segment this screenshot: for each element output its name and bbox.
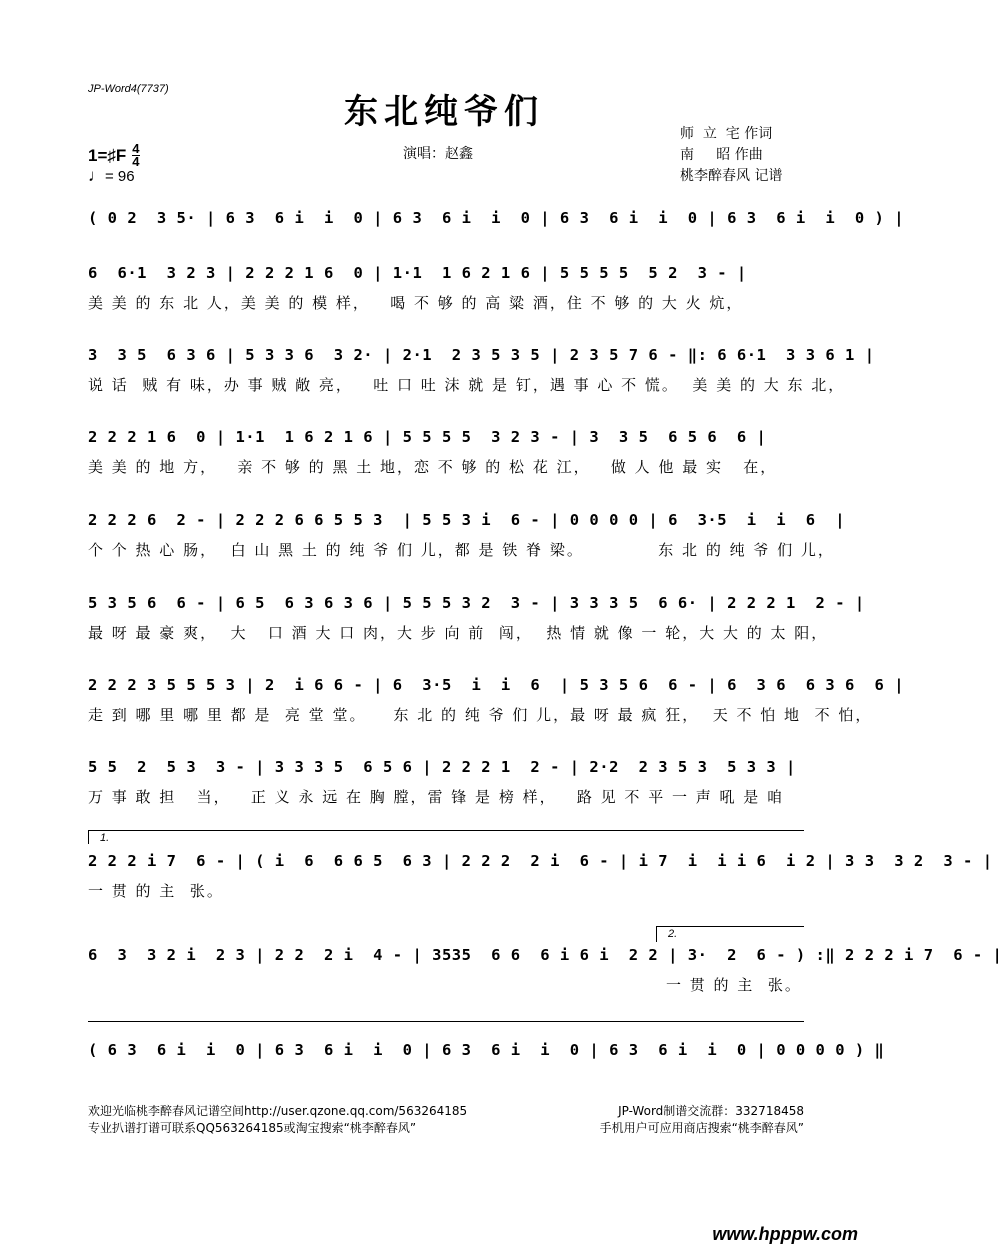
volta-2-label: 2. [668,928,678,940]
footer-group-info: JP-Word制谱交流群：332718458 [618,1104,804,1118]
time-top: 4 [132,141,140,156]
score-line-6-notes: 5 3 5 6 6 - | 6 5 6 3 6 3 6 | 5 5 5 3 2 3 - | 3 3 3 5 6 6· | 2 2 2 1 2 - | [88,594,865,612]
key-signature [88,143,140,168]
singer-credit: 演唱：赵鑫 [403,146,473,162]
credits-block [680,124,782,187]
score-line-9-notes: 2 2 2 i 7 6 - | ( i 6 6 6 5 6 3 | 2 2 2 2 i 6 - | i 7 i i i 6 i 2 | 3 3 3 2 3 - | [88,852,993,870]
score-line-8-lyric: 万 事 敢 担 当， 正 义 永 远 在 胸 膛，雷 锋 是 榜 样， 路 见 不 平 一 声 吼 是 咱 [88,788,785,806]
footer-block [88,1103,804,1137]
score-line-7-notes: 2 2 2 3 5 5 5 3 | 2 i 6 6 - | 6 3·5 i i 6 | 5 3 5 6 6 - | 6 3 6 6 3 6 6 | [88,676,905,694]
volta-2-bracket [656,926,804,927]
footer-contact-info: 专业扒谱打谱可联系QQ563264185或淘宝搜索“桃李醉春风” [88,1121,417,1135]
volta-2-bracket-tick [656,926,657,942]
key-label: 1=♯F [88,145,127,165]
coda-rule [88,1021,804,1022]
score-line-3-notes: 3 3 5 6 3 6 | 5 3 3 6 3 2· | 2·1 2 3 5 3 5 | 2 3 5 7 6 - ‖: 6 6·1 3 3 6 1 | [88,346,875,364]
score-line-11-notes: ( 6 3 6 i i 0 | 6 3 6 i i 0 | 6 3 6 i i 0 | 6 3 6 i i 0 | 0 0 0 0 ) ‖ [88,1041,885,1059]
quarter-note-icon: ♩ [88,166,105,185]
site-watermark: www.hpppw.com [712,1224,858,1244]
tempo-value: = 96 [105,168,135,185]
time-bottom: 4 [132,154,140,169]
composer-credit: 南 昭 作曲 [680,147,763,163]
score-line-8-notes: 5 5 2 5 3 3 - | 3 3 3 5 6 5 6 | 2 2 2 1 2 - | 2·2 2 3 5 3 5 3 3 | [88,758,796,776]
score-line-10-notes: 6 3 3 2 i 2 3 | 2 2 2 i 4 - | 3535 6 6 6 i 6 i 2 2 | 3· 2 6 - ) :‖ 2 2 2 i 7 6 - | [88,946,1002,964]
volta-1-bracket-tick [88,830,89,844]
time-signature [132,143,139,168]
score-line-6-lyric: 最 呀 最 豪 爽， 大 口 酒 大 口 肉，大 步 向 前 闯， 热 情 就 像 一 轮，大 大 的 太 阳， [88,624,829,642]
volta-1-bracket [88,830,804,831]
tempo-marking [88,166,135,186]
score-line-9-lyric: 一 贯 的 主 张。 [88,882,224,900]
transcriber-credit: 桃李醉春风 记谱 [680,168,783,184]
score-line-3-lyric: 说 话 贼 有 味，办 事 贼 敞 亮， 吐 口 吐 沫 就 是 钉，遇 事 心 不 慌。 美 美 的 大 东 北， [88,376,846,394]
footer-website-info: 欢迎光临桃李醉春风记谱空间http://user.qzone.qq.com/563264185 [88,1104,468,1118]
footer-mobile-info: 手机用户可应用商店搜索“桃李醉春风” [599,1121,804,1135]
score-line-10-lyric: 一 贯 的 主 张。 [666,976,802,994]
song-title: 东北纯爷们 [344,92,544,132]
lyricist-credit: 师 立 宅 作词 [680,126,773,142]
score-line-2-lyric: 美 美 的 东 北 人，美 美 的 模 样， 喝 不 够 的 高 粱 酒，住 不 够 的 大 火 炕， [88,294,744,312]
volta-1-label: 1. [100,832,110,844]
score-line-7-lyric: 走 到 哪 里 哪 里 都 是 亮 堂 堂。 东 北 的 纯 爷 们 儿，最 呀 最 疯 狂， 天 不 怕 地 不 怕， [88,706,873,724]
score-line-4-lyric: 美 美 的 地 方， 亲 不 够 的 黑 土 地，恋 不 够 的 松 花 江， 做 人 他 最 实 在， [88,458,778,476]
score-line-2-notes: 6 6·1 3 2 3 | 2 2 2 1 6 0 | 1·1 1 6 2 1 6 | 5 5 5 5 5 2 3 - | [88,264,747,282]
score-line-5-lyric: 个 个 热 心 肠， 白 山 黑 土 的 纯 爷 们 儿，都 是 铁 脊 梁。 东 北 的 纯 爷 们 儿， [88,541,835,559]
score-line-4-notes: 2 2 2 1 6 0 | 1·1 1 6 2 1 6 | 5 5 5 5 3 2 3 - | 3 3 5 6 5 6 6 | [88,428,767,446]
software-version: JP-Word4(7737) [88,83,169,95]
score-line-1-notes: ( 0 2 3 5· | 6 3 6 i i 0 | 6 3 6 i i 0 | 6 3 6 i i 0 | 6 3 6 i i 0 ) | [88,209,905,227]
score-line-5-notes: 2 2 2 6 2 - | 2 2 2 6 6 5 5 3 | 5 5 3 i 6 - | 0 0 0 0 | 6 3·5 i i 6 | [88,511,846,529]
